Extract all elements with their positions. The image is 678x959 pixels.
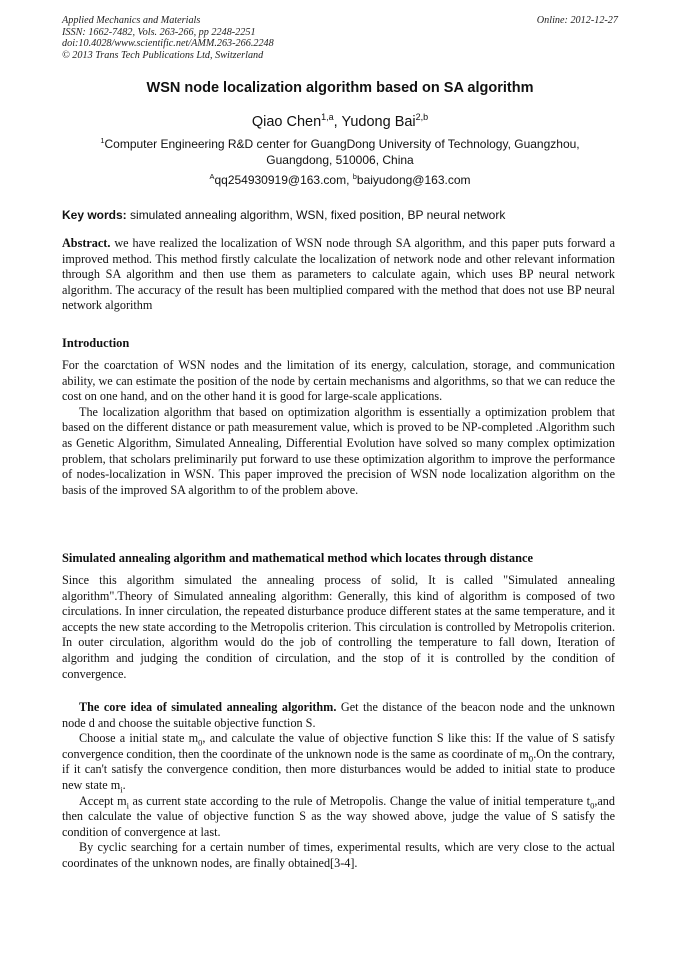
author-separator: , <box>333 114 342 130</box>
text-run: . <box>122 777 126 792</box>
affiliation-marker: 1 <box>100 136 105 145</box>
subscript: 0 <box>590 800 595 810</box>
author-name: Qiao Chen <box>251 114 322 130</box>
core-idea-text: Get the distance of the beacon node and the unknown node d and choose the suitable objective function S. <box>62 700 615 730</box>
text-run: .On the contrary, if it can't satisfy the convergence condition, then more disturbances would be added to initial state to produce new state m <box>62 746 615 792</box>
text-run: , and calculate the value of objective function S like this: If the value of S satisfy convergence condition, then the coordinate of the unknown node is the same as coordinate of m <box>62 731 615 761</box>
paragraph: The localization algorithm that based on optimization algorithm is essentially a optimization problem that based on the different distance or path measurement value, which is proved to be NP-completed .Algorithm such as Genetic Algorithm, Simulated Annealing, Differential Evolution have solved so many complex optimization problem, that scholars preliminarily put forward to use these optimization algorithm to improve the performance of nodes-localization in WSN. This paper improved the precision of WSN node localization algorithm on the basis of the improved SA algorithm to of the problem above. <box>62 404 615 497</box>
affiliation <box>70 137 610 168</box>
subscript: 0 <box>528 753 534 764</box>
author-affiliation-marker: 1,a <box>321 112 334 123</box>
email-address[interactable]: qq254930919@163.com <box>214 173 347 187</box>
email-separator: , <box>346 173 353 187</box>
abstract <box>62 236 615 314</box>
email-line <box>62 173 618 187</box>
text-run: Choose a initial state m <box>79 731 199 746</box>
core-idea-body <box>62 700 615 872</box>
journal-name: Applied Mechanics and Materials <box>62 15 201 26</box>
online-date: Online: 2012-12-27 <box>536 15 618 26</box>
abstract-label: Abstract. <box>62 236 111 250</box>
simulated-annealing-body <box>62 573 615 682</box>
keywords-label: Key words: <box>62 208 127 222</box>
affiliation-text: Computer Engineering R&D center for GuangDong University of Technology, Guangzhou, Guangdong, 510006, China <box>104 137 580 167</box>
doi-line: doi:10.4028/www.scientific.net/AMM.263-266.2248 <box>62 38 274 49</box>
introduction-body <box>62 358 615 498</box>
paper-title: WSN node localization algorithm based on SA algorithm <box>146 80 534 96</box>
email-marker: A <box>209 172 215 181</box>
text-run: Accept m <box>79 793 127 808</box>
copyright-line: © 2013 Trans Tech Publications Ltd, Switzerland <box>62 49 264 61</box>
keywords <box>62 208 618 222</box>
core-idea-label: The core idea of simulated annealing algorithm. <box>79 700 337 714</box>
text-run: ,and then calculate the value of objective function S as the way showed above, judge the value of S satisfy the condition of convergence at last. <box>62 793 615 839</box>
author-affiliation-marker: 2,b <box>415 112 429 123</box>
paragraph <box>62 700 615 731</box>
subscript: 0 <box>198 737 203 748</box>
abstract-text: we have realized the localization of WSN node through SA algorithm, and this paper puts forward a improved method. This method firstly calculate the localization of network node and other relevant information through SA algorithm and then use them as parameters to calculate again, which uses BP neural network algorithm. The accuracy of the result has been multiplied compared with the method that does not use BP neural network algorithm <box>62 236 615 313</box>
subscript: i <box>120 784 123 795</box>
paragraph: Since this algorithm simulated the annealing process of solid, It is called "Simulated annealing algorithm".Theory of Simulated annealing algorithm: Generally, this kind of algorithm is composed of two circulations. In inner circulation, the repeated disturbance produce different states at the same temperature, and it accepts the new state according to the Metropolis criterion. This circulation is controlled by Metropolis criterion. In outer circulation, algorithm would do the job of controlling the temperature to fall down, Iteration of algorithm and judging the condition of circulation, and the stop of it is controlled by the condition of convergence. <box>62 573 615 681</box>
issn-line: ISSN: 1662-7482, Vols. 263-266, pp 2248-2251 <box>62 26 256 38</box>
email-marker: b <box>352 172 357 181</box>
author-name: Yudong Bai <box>341 114 416 130</box>
author-line <box>62 114 618 130</box>
paragraph: For the coarctation of WSN nodes and the limitation of its energy, calculation, storage, and communication ability, we can estimate the position of the node by certain mechanisms and algorithms, so that we can reduce the cost on one hand, and on the other hand it is good for large-scale applications. <box>62 358 615 404</box>
subscript: i <box>126 800 129 810</box>
email-address[interactable]: baiyudong@163.com <box>356 173 471 187</box>
paragraph <box>62 731 615 793</box>
paragraph <box>62 794 615 841</box>
text-run: as current state according to the rule of Metropolis. Change the value of initial temperature t <box>128 793 591 808</box>
paragraph: By cyclic searching for a certain number of times, experimental results, which are very close to the actual coordinates of the unknown nodes, are finally obtained[3-4]. <box>62 840 615 870</box>
section-heading-simulated-annealing: Simulated annealing algorithm and mathematical method which locates through distance <box>62 551 533 565</box>
keywords-text: simulated annealing algorithm, WSN, fixed position, BP neural network <box>126 208 506 222</box>
journal-header <box>62 15 618 61</box>
section-heading-introduction: Introduction <box>62 336 130 350</box>
